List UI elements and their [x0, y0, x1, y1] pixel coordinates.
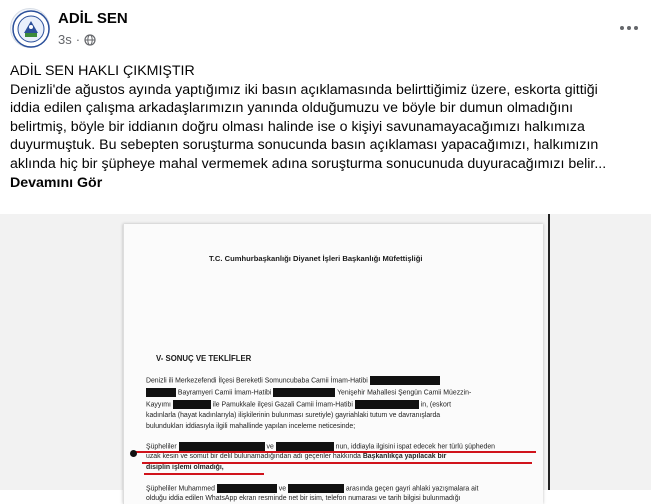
document-text: Şüpheliler Muhammed	[146, 485, 215, 493]
post-line: iddia edilen çalışma arkadaşlarımızın yanında olduğumuzu ve böyle bir dumun olmadığını	[10, 100, 574, 117]
post-header	[10, 8, 641, 52]
document-line	[146, 388, 471, 397]
document-text: Başkanlıkça yapılacak bir	[362, 453, 447, 460]
see-more-link[interactable]: Devamını Gör	[10, 174, 103, 191]
document-section-heading: V- SONUÇ VE TEKLİFLER	[156, 354, 252, 363]
post-timestamp[interactable]: 3s	[58, 32, 72, 47]
document-line	[146, 484, 478, 493]
document-text: Şüpheliler	[146, 443, 177, 451]
document-text: arasında geçen gayri ahlaki yazışmalara ait	[345, 485, 479, 493]
redaction-box	[276, 442, 334, 451]
redaction-box	[179, 442, 265, 451]
document-text: Kayyımı	[146, 401, 171, 409]
document-line	[146, 400, 451, 409]
post-text	[10, 62, 642, 192]
more-dot	[627, 26, 631, 30]
document-text: ile Pamukkale ilçesi Gazali Camii İmam-Hatibi	[212, 401, 353, 409]
redaction-box	[217, 484, 277, 493]
post-line: belirtmiş, böyle bir iddianın doğru olması halinde ise o kişiyi savunamayacağımızı halkımıza	[10, 118, 585, 135]
document-line: bulundukları iddiasıyla ilgili mahallinde yapılan inceleme neticesinde;	[146, 423, 356, 430]
post-line: ADİL SEN HAKLI ÇIKMIŞTIR	[10, 63, 195, 79]
document-text: ve	[266, 443, 274, 451]
redaction-box	[370, 376, 440, 385]
document-text: ve	[278, 485, 287, 493]
document-title: T.C. Cumhurbaşkanlığı Diyanet İşleri Başkanlığı Müfettişliği	[209, 254, 423, 263]
redaction-box	[288, 484, 344, 493]
document-text: Bayramyeri Camii İmam-Hatibi	[177, 389, 272, 397]
red-underline-mark	[144, 473, 264, 475]
author-avatar[interactable]	[10, 8, 50, 48]
more-dot	[634, 26, 638, 30]
more-options-button[interactable]	[617, 18, 641, 38]
meta-separator: ·	[75, 32, 81, 47]
document-page	[123, 224, 543, 504]
document-text: Yenişehir Mahallesi Şengün Camii Müezzin-	[337, 389, 472, 397]
document-line: olduğu iddia edilen WhatsApp ekran resminde net bir isim, telefon numarası ve tarih bilgisi bulunmadığı	[146, 495, 461, 502]
red-underline-mark	[134, 451, 536, 453]
globe-icon	[84, 34, 96, 46]
annotation-dot	[130, 450, 137, 457]
more-horizontal-icon	[620, 26, 624, 30]
document-text: uzak kesin ve somut bir delil bulunamadığından adı geçenler hakkında	[146, 453, 361, 460]
document-edge-shadow	[548, 214, 550, 490]
redaction-box	[273, 388, 335, 397]
redaction-box	[355, 400, 419, 409]
post-line: aklında hiç bir şüpheye mahal vermemek adına soruşturma sonucunuda duyuracağımızı belir...	[10, 155, 607, 172]
post-image[interactable]	[0, 214, 651, 502]
red-underline-mark	[142, 462, 532, 464]
document-line	[146, 376, 440, 385]
redaction-box	[173, 400, 211, 409]
document-line	[146, 453, 446, 460]
document-text: Denizli ili Merkezefendi İlçesi Bereketli Somuncubaba Camii İmam-Hatibi	[146, 377, 368, 385]
document-line	[146, 442, 495, 451]
author-name[interactable]: ADİL SEN	[58, 10, 128, 27]
document-text: in, (eskort	[420, 401, 451, 409]
union-logo-icon	[11, 9, 51, 49]
post-line: Denizli'de ağustos ayında yaptığımız iki basın açıklamasında belirttiğimiz üzere, eskorta gittiği	[10, 81, 598, 98]
document-line: disiplin işlemi olmadığı,	[146, 464, 224, 471]
post-meta	[58, 32, 96, 47]
document-line: kadınlarla (hayat kadınlarıyla) ilişkilerinin bulunması suretiyle) gayriahlaki tutum ve davranışlarda	[146, 412, 441, 419]
redaction-box	[146, 388, 176, 397]
post-line: duyurmuştuk. Bu sebepten soruşturma sonucunda basın açıklaması yapacağımızı, halkımızın	[10, 137, 599, 154]
document-text: nun, iddiayla ilgisini ispat edecek her türlü şüpheden	[335, 443, 495, 451]
